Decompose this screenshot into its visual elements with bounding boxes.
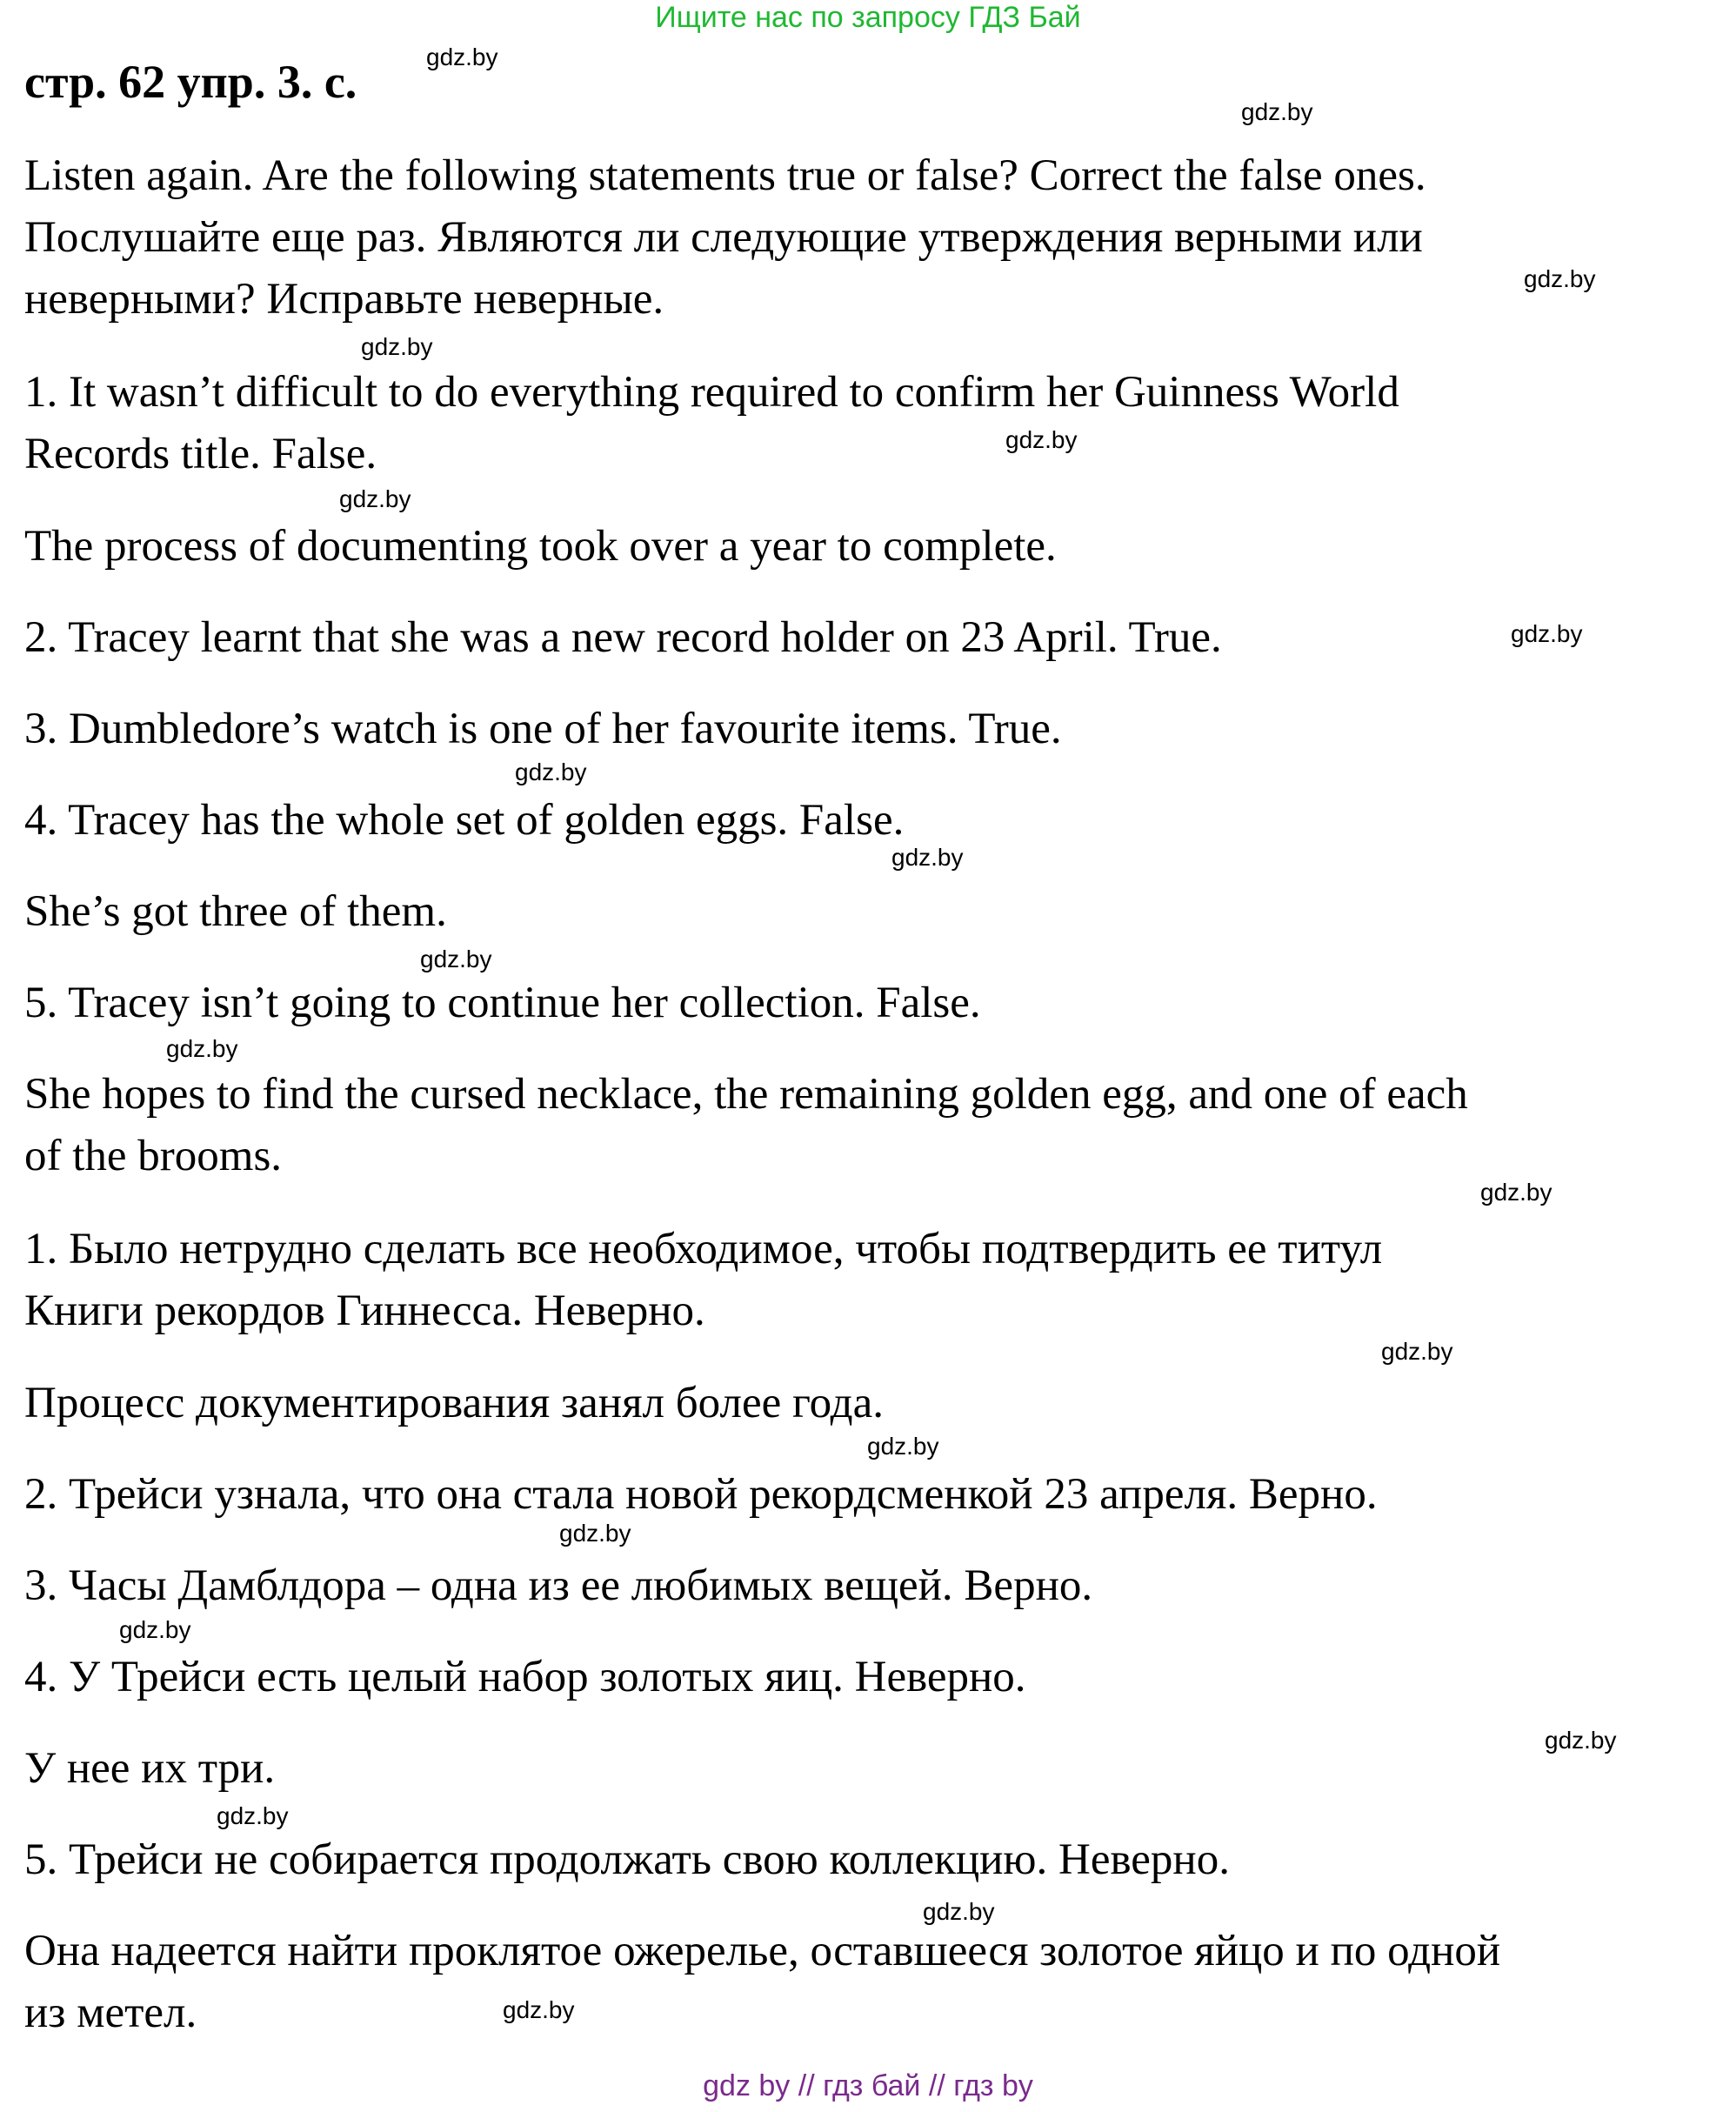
statement-1-en: 1. It wasn’t difficult to do everything required to confirm her Guinness World [24, 368, 1399, 417]
page-title: стр. 62 упр. 3. c. [24, 56, 357, 108]
watermark: gdz.by [217, 1802, 289, 1829]
statement-2-ru: 2. Трейси узнала, что она стала новой рекордсменкой 23 апреля. Верно. [24, 1470, 1378, 1519]
watermark: gdz.by [515, 759, 587, 785]
statement-2-en: 2. Tracey learnt that she was a new record holder on 23 April. True. [24, 613, 1222, 662]
statement-1-ru: 1. Было нетрудно сделать все необходимое, чтобы подтвердить ее титул [24, 1225, 1383, 1273]
correction-1-en: The process of documenting took over a year to complete. [24, 522, 1057, 571]
task-instruction-ru: Послушайте еще раз. Являются ли следующие утверждения верными или [24, 213, 1423, 262]
statement-5-en: 5. Tracey isn’t going to continue her collection. False. [24, 979, 981, 1027]
watermark: gdz.by [1381, 1338, 1453, 1365]
correction-1-ru: Процесс документирования занял более года. [24, 1379, 885, 1427]
statement-4-ru: 4. У Трейси есть целый набор золотых яиц. Неверно. [24, 1653, 1026, 1701]
watermark: gdz.by [923, 1898, 995, 1925]
statement-5-ru: 5. Трейси не собирается продолжать свою коллекцию. Неверно. [24, 1835, 1230, 1884]
watermark: gdz.by [426, 43, 498, 70]
watermark: gdz.by [1545, 1727, 1617, 1754]
watermark: gdz.by [1511, 620, 1583, 647]
statement-3-ru: 3. Часы Дамблдора – одна из ее любимых вещей. Верно. [24, 1561, 1093, 1610]
watermark: gdz.by [166, 1035, 238, 1062]
watermark: gdz.by [559, 1520, 631, 1547]
footer-links: gdz by // гдз бай // гдз by [703, 2069, 1033, 2102]
task-instruction-en: Listen again. Are the following statements true or false? Correct the false ones. [24, 151, 1426, 200]
task-instruction-ru-cont: неверными? Исправьте неверные. [24, 275, 664, 324]
correction-5-ru-cont: из метел. [24, 1988, 197, 2037]
watermark: gdz.by [361, 333, 433, 360]
watermark: gdz.by [1480, 1179, 1552, 1206]
watermark: gdz.by [891, 844, 964, 871]
watermark: gdz.by [119, 1616, 191, 1643]
watermark: gdz.by [503, 1996, 575, 2023]
correction-4-ru: У нее их три. [24, 1744, 276, 1793]
correction-5-en-cont: of the brooms. [24, 1132, 283, 1180]
correction-4-en: She’s got three of them. [24, 887, 447, 936]
watermark: gdz.by [867, 1433, 939, 1460]
top-banner: Ищите нас по запросу ГДЗ Бай [655, 1, 1081, 34]
watermark: gdz.by [339, 485, 411, 512]
statement-1-en-cont: Records title. False. [24, 430, 377, 478]
watermark: gdz.by [1524, 265, 1596, 292]
watermark: gdz.by [1241, 98, 1313, 125]
statement-3-en: 3. Dumbledore’s watch is one of her favourite items. True. [24, 705, 1062, 753]
correction-5-ru: Она надеется найти проклятое ожерелье, оставшееся золотое яйцо и по одной [24, 1927, 1501, 1975]
watermark: gdz.by [420, 946, 492, 972]
statement-4-en: 4. Tracey has the whole set of golden eggs. False. [24, 796, 905, 845]
watermark: gdz.by [1005, 426, 1078, 453]
statement-1-ru-cont: Книги рекордов Гиннесса. Неверно. [24, 1287, 705, 1335]
correction-5-en: She hopes to find the cursed necklace, the remaining golden egg, and one of each [24, 1070, 1468, 1119]
